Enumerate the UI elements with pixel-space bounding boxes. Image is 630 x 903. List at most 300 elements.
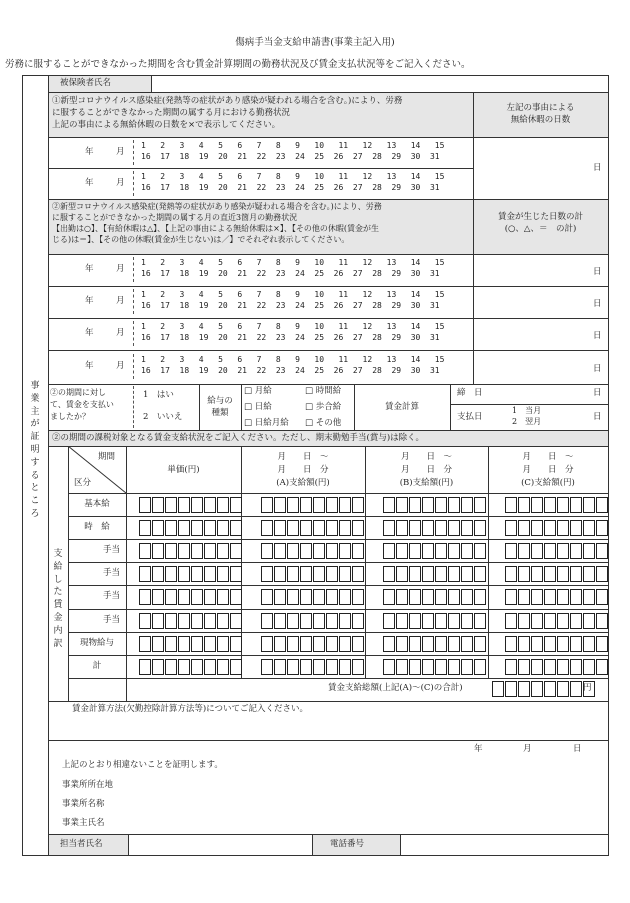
wage-type-monthly[interactable]: □ 月給	[244, 386, 272, 396]
digit-box[interactable]	[570, 589, 582, 605]
amount-a-boxes[interactable]	[261, 520, 364, 536]
digit-box[interactable]	[339, 636, 351, 652]
digit-box[interactable]	[518, 566, 530, 582]
digit-box[interactable]	[313, 497, 325, 513]
amount-b-boxes[interactable]	[383, 566, 486, 582]
digit-box[interactable]	[261, 589, 273, 605]
digit-box[interactable]	[326, 497, 338, 513]
digit-box[interactable]	[139, 543, 151, 559]
digit-box[interactable]	[461, 589, 473, 605]
digit-box[interactable]	[261, 659, 273, 675]
digit-box[interactable]	[352, 543, 364, 559]
digit-box[interactable]	[178, 520, 190, 536]
digit-box[interactable]	[230, 613, 242, 629]
digit-box[interactable]	[505, 566, 517, 582]
digit-box[interactable]	[448, 543, 460, 559]
digit-box[interactable]	[448, 659, 460, 675]
unit-price-boxes[interactable]	[139, 613, 242, 629]
digit-box[interactable]	[435, 613, 447, 629]
digit-box[interactable]	[217, 497, 229, 513]
digit-box[interactable]	[287, 659, 299, 675]
digit-box[interactable]	[326, 520, 338, 536]
digit-box[interactable]	[139, 659, 151, 675]
digit-box[interactable]	[570, 659, 582, 675]
digit-box[interactable]	[204, 566, 216, 582]
digit-box[interactable]	[165, 497, 177, 513]
digit-box[interactable]	[217, 520, 229, 536]
digit-box[interactable]	[139, 636, 151, 652]
digit-box[interactable]	[313, 589, 325, 605]
digit-box[interactable]	[217, 636, 229, 652]
digit-box[interactable]	[518, 497, 530, 513]
amount-c-boxes[interactable]	[505, 613, 608, 629]
wage-type-hourly[interactable]: □ 時間給	[305, 386, 342, 396]
digit-box[interactable]	[352, 636, 364, 652]
section2-month-row-2-days-1-15[interactable]: 1 2 3 4 5 6 7 8 9 10 11 12 13 14 15	[141, 290, 445, 299]
digit-box[interactable]	[557, 681, 569, 697]
digit-box[interactable]	[531, 659, 543, 675]
digit-box[interactable]	[191, 613, 203, 629]
digit-box[interactable]	[409, 613, 421, 629]
digit-box[interactable]	[191, 520, 203, 536]
section2-month-row-2-days-16-31[interactable]: 16 17 18 19 20 21 22 23 24 25 26 27 28 29 30 31	[141, 301, 440, 310]
digit-box[interactable]	[152, 520, 164, 536]
amount-b-boxes[interactable]	[383, 543, 486, 559]
digit-box[interactable]	[152, 497, 164, 513]
digit-box[interactable]	[300, 543, 312, 559]
digit-box[interactable]	[165, 543, 177, 559]
digit-box[interactable]	[396, 566, 408, 582]
digit-box[interactable]	[570, 636, 582, 652]
digit-box[interactable]	[505, 520, 517, 536]
digit-box[interactable]	[544, 613, 556, 629]
digit-box[interactable]	[230, 497, 242, 513]
digit-box[interactable]	[518, 589, 530, 605]
digit-box[interactable]	[557, 497, 569, 513]
digit-box[interactable]	[409, 566, 421, 582]
digit-box[interactable]	[352, 659, 364, 675]
amount-a-boxes[interactable]	[261, 659, 364, 675]
digit-box[interactable]	[274, 613, 286, 629]
digit-box[interactable]	[300, 520, 312, 536]
digit-box[interactable]	[217, 543, 229, 559]
digit-box[interactable]	[461, 613, 473, 629]
digit-box[interactable]	[422, 659, 434, 675]
digit-box[interactable]	[339, 589, 351, 605]
digit-box[interactable]	[505, 497, 517, 513]
digit-box[interactable]	[422, 589, 434, 605]
payday-current-month[interactable]: 1 当月	[512, 406, 542, 415]
digit-box[interactable]	[287, 566, 299, 582]
digit-box[interactable]	[583, 566, 595, 582]
digit-box[interactable]	[505, 681, 517, 697]
digit-box[interactable]	[287, 543, 299, 559]
digit-box[interactable]	[339, 613, 351, 629]
digit-box[interactable]	[531, 681, 543, 697]
digit-box[interactable]	[230, 659, 242, 675]
digit-box[interactable]	[596, 566, 608, 582]
digit-box[interactable]	[492, 681, 504, 697]
wage-type-daily[interactable]: □ 日給	[244, 402, 272, 412]
digit-box[interactable]	[383, 659, 395, 675]
digit-box[interactable]	[383, 543, 395, 559]
digit-box[interactable]	[178, 543, 190, 559]
digit-box[interactable]	[409, 659, 421, 675]
amount-c-boxes[interactable]	[505, 543, 608, 559]
digit-box[interactable]	[274, 659, 286, 675]
payday-next-month[interactable]: 2 翌月	[512, 417, 542, 426]
digit-box[interactable]	[287, 520, 299, 536]
section1-month-row-1-days-1-15[interactable]: 1 2 3 4 5 6 7 8 9 10 11 12 13 14 15	[141, 141, 445, 150]
digit-box[interactable]	[339, 543, 351, 559]
digit-box[interactable]	[139, 589, 151, 605]
digit-box[interactable]	[217, 659, 229, 675]
digit-box[interactable]	[544, 566, 556, 582]
digit-box[interactable]	[531, 636, 543, 652]
digit-box[interactable]	[287, 497, 299, 513]
amount-b-boxes[interactable]	[383, 659, 486, 675]
digit-box[interactable]	[474, 613, 486, 629]
digit-box[interactable]	[287, 613, 299, 629]
digit-box[interactable]	[544, 543, 556, 559]
digit-box[interactable]	[474, 497, 486, 513]
digit-box[interactable]	[152, 543, 164, 559]
digit-box[interactable]	[461, 659, 473, 675]
digit-box[interactable]	[165, 613, 177, 629]
digit-box[interactable]	[448, 566, 460, 582]
digit-box[interactable]	[204, 520, 216, 536]
section2-month-row-1-days-1-15[interactable]: 1 2 3 4 5 6 7 8 9 10 11 12 13 14 15	[141, 258, 445, 267]
digit-box[interactable]	[557, 613, 569, 629]
digit-box[interactable]	[274, 636, 286, 652]
digit-box[interactable]	[596, 613, 608, 629]
digit-box[interactable]	[422, 566, 434, 582]
amount-c-boxes[interactable]	[505, 589, 608, 605]
digit-box[interactable]	[204, 497, 216, 513]
digit-box[interactable]	[596, 636, 608, 652]
section1-month-row-2-days-16-31[interactable]: 16 17 18 19 20 21 22 23 24 25 26 27 28 29 30 31	[141, 183, 440, 192]
amount-b-boxes[interactable]	[383, 520, 486, 536]
digit-box[interactable]	[474, 636, 486, 652]
digit-box[interactable]	[178, 659, 190, 675]
digit-box[interactable]	[352, 497, 364, 513]
digit-box[interactable]	[505, 636, 517, 652]
digit-box[interactable]	[217, 613, 229, 629]
digit-box[interactable]	[152, 566, 164, 582]
digit-box[interactable]	[396, 636, 408, 652]
digit-box[interactable]	[435, 566, 447, 582]
digit-box[interactable]	[326, 589, 338, 605]
digit-box[interactable]	[518, 659, 530, 675]
digit-box[interactable]	[339, 566, 351, 582]
digit-box[interactable]	[326, 613, 338, 629]
digit-box[interactable]	[313, 520, 325, 536]
digit-box[interactable]	[474, 659, 486, 675]
digit-box[interactable]	[352, 566, 364, 582]
digit-box[interactable]	[191, 497, 203, 513]
digit-box[interactable]	[544, 497, 556, 513]
digit-box[interactable]	[505, 589, 517, 605]
digit-box[interactable]	[152, 636, 164, 652]
wage-type-other[interactable]: □ その他	[305, 418, 342, 428]
digit-box[interactable]	[165, 589, 177, 605]
digit-box[interactable]	[178, 589, 190, 605]
digit-box[interactable]	[300, 566, 312, 582]
digit-box[interactable]	[435, 520, 447, 536]
digit-box[interactable]	[230, 636, 242, 652]
unit-price-boxes[interactable]	[139, 636, 242, 652]
digit-box[interactable]	[409, 636, 421, 652]
digit-box[interactable]	[448, 589, 460, 605]
unit-price-boxes[interactable]	[139, 589, 242, 605]
digit-box[interactable]	[191, 636, 203, 652]
amount-c-boxes[interactable]	[505, 659, 608, 675]
digit-box[interactable]	[583, 543, 595, 559]
digit-box[interactable]	[570, 681, 582, 697]
digit-box[interactable]	[531, 497, 543, 513]
wage-type-daily-monthly[interactable]: □ 日給月給	[244, 418, 289, 428]
digit-box[interactable]	[313, 543, 325, 559]
digit-box[interactable]	[531, 520, 543, 536]
digit-box[interactable]	[531, 613, 543, 629]
digit-box[interactable]	[583, 497, 595, 513]
amount-a-boxes[interactable]	[261, 636, 364, 652]
digit-box[interactable]	[326, 566, 338, 582]
digit-box[interactable]	[383, 497, 395, 513]
amount-a-boxes[interactable]	[261, 613, 364, 629]
digit-box[interactable]	[178, 497, 190, 513]
digit-box[interactable]	[274, 497, 286, 513]
amount-a-boxes[interactable]	[261, 497, 364, 513]
amount-b-boxes[interactable]	[383, 497, 486, 513]
amount-a-boxes[interactable]	[261, 543, 364, 559]
digit-box[interactable]	[261, 497, 273, 513]
digit-box[interactable]	[204, 659, 216, 675]
digit-box[interactable]	[583, 613, 595, 629]
digit-box[interactable]	[583, 520, 595, 536]
digit-box[interactable]	[422, 497, 434, 513]
digit-box[interactable]	[326, 659, 338, 675]
digit-box[interactable]	[409, 543, 421, 559]
digit-box[interactable]	[139, 520, 151, 536]
digit-box[interactable]	[139, 497, 151, 513]
digit-box[interactable]	[396, 589, 408, 605]
pay-yes-option[interactable]: 1 はい	[143, 390, 174, 400]
digit-box[interactable]	[531, 543, 543, 559]
digit-box[interactable]	[448, 497, 460, 513]
digit-box[interactable]	[261, 520, 273, 536]
digit-box[interactable]	[383, 566, 395, 582]
digit-box[interactable]	[422, 636, 434, 652]
digit-box[interactable]	[461, 566, 473, 582]
section1-month-row-2-days-1-15[interactable]: 1 2 3 4 5 6 7 8 9 10 11 12 13 14 15	[141, 172, 445, 181]
digit-box[interactable]	[596, 520, 608, 536]
digit-box[interactable]	[339, 520, 351, 536]
digit-box[interactable]	[531, 589, 543, 605]
digit-box[interactable]	[287, 589, 299, 605]
section2-month-row-3-days-16-31[interactable]: 16 17 18 19 20 21 22 23 24 25 26 27 28 29 30 31	[141, 333, 440, 342]
digit-box[interactable]	[339, 497, 351, 513]
unit-price-boxes[interactable]	[139, 659, 242, 675]
digit-box[interactable]	[261, 543, 273, 559]
digit-box[interactable]	[313, 636, 325, 652]
digit-box[interactable]	[165, 566, 177, 582]
digit-box[interactable]	[583, 589, 595, 605]
digit-box[interactable]	[596, 659, 608, 675]
digit-box[interactable]	[570, 543, 582, 559]
digit-box[interactable]	[557, 520, 569, 536]
digit-box[interactable]	[518, 636, 530, 652]
digit-box[interactable]	[461, 543, 473, 559]
amount-a-boxes[interactable]	[261, 566, 364, 582]
digit-box[interactable]	[596, 497, 608, 513]
digit-box[interactable]	[204, 589, 216, 605]
digit-box[interactable]	[596, 589, 608, 605]
digit-box[interactable]	[461, 520, 473, 536]
digit-box[interactable]	[326, 636, 338, 652]
digit-box[interactable]	[152, 613, 164, 629]
digit-box[interactable]	[409, 589, 421, 605]
amount-a-boxes[interactable]	[261, 589, 364, 605]
digit-box[interactable]	[409, 497, 421, 513]
digit-box[interactable]	[274, 543, 286, 559]
digit-box[interactable]	[518, 613, 530, 629]
digit-box[interactable]	[518, 543, 530, 559]
digit-box[interactable]	[230, 520, 242, 536]
digit-box[interactable]	[313, 659, 325, 675]
digit-box[interactable]	[178, 636, 190, 652]
digit-box[interactable]	[261, 613, 273, 629]
digit-box[interactable]	[448, 613, 460, 629]
digit-box[interactable]	[396, 543, 408, 559]
digit-box[interactable]	[583, 659, 595, 675]
digit-box[interactable]	[287, 636, 299, 652]
digit-box[interactable]	[505, 613, 517, 629]
digit-box[interactable]	[396, 497, 408, 513]
section2-month-row-3-days-1-15[interactable]: 1 2 3 4 5 6 7 8 9 10 11 12 13 14 15	[141, 322, 445, 331]
digit-box[interactable]	[396, 613, 408, 629]
digit-box[interactable]	[570, 497, 582, 513]
digit-box[interactable]	[300, 589, 312, 605]
section2-month-row-1-days-16-31[interactable]: 16 17 18 19 20 21 22 23 24 25 26 27 28 29 30 31	[141, 269, 440, 278]
unit-price-boxes[interactable]	[139, 520, 242, 536]
digit-box[interactable]	[300, 497, 312, 513]
digit-box[interactable]	[474, 520, 486, 536]
digit-box[interactable]	[139, 566, 151, 582]
digit-box[interactable]	[396, 520, 408, 536]
digit-box[interactable]	[204, 613, 216, 629]
digit-box[interactable]	[139, 613, 151, 629]
digit-box[interactable]	[557, 589, 569, 605]
digit-box[interactable]	[204, 636, 216, 652]
digit-box[interactable]	[474, 566, 486, 582]
digit-box[interactable]	[261, 636, 273, 652]
section2-month-row-4-days-1-15[interactable]: 1 2 3 4 5 6 7 8 9 10 11 12 13 14 15	[141, 355, 445, 364]
digit-box[interactable]	[448, 636, 460, 652]
digit-box[interactable]	[204, 543, 216, 559]
amount-b-boxes[interactable]	[383, 636, 486, 652]
digit-box[interactable]	[352, 613, 364, 629]
digit-box[interactable]	[300, 613, 312, 629]
digit-box[interactable]	[505, 543, 517, 559]
digit-box[interactable]	[191, 566, 203, 582]
digit-box[interactable]	[570, 520, 582, 536]
digit-box[interactable]	[274, 566, 286, 582]
digit-box[interactable]	[544, 520, 556, 536]
unit-price-boxes[interactable]	[139, 497, 242, 513]
digit-box[interactable]	[339, 659, 351, 675]
digit-box[interactable]	[448, 520, 460, 536]
digit-box[interactable]	[583, 636, 595, 652]
digit-box[interactable]	[191, 543, 203, 559]
digit-box[interactable]	[518, 681, 530, 697]
digit-box[interactable]	[300, 659, 312, 675]
digit-box[interactable]	[422, 543, 434, 559]
digit-box[interactable]	[435, 589, 447, 605]
digit-box[interactable]	[313, 566, 325, 582]
unit-price-boxes[interactable]	[139, 566, 242, 582]
digit-box[interactable]	[383, 520, 395, 536]
section2-month-row-4-days-16-31[interactable]: 16 17 18 19 20 21 22 23 24 25 26 27 28 29 30 31	[141, 366, 440, 375]
amount-c-boxes[interactable]	[505, 497, 608, 513]
amount-c-boxes[interactable]	[505, 520, 608, 536]
digit-box[interactable]	[570, 566, 582, 582]
pay-no-option[interactable]: 2 いいえ	[143, 412, 183, 422]
digit-box[interactable]	[422, 613, 434, 629]
digit-box[interactable]	[274, 520, 286, 536]
digit-box[interactable]	[383, 589, 395, 605]
digit-box[interactable]	[300, 636, 312, 652]
amount-c-boxes[interactable]	[505, 566, 608, 582]
digit-box[interactable]	[557, 543, 569, 559]
digit-box[interactable]	[352, 589, 364, 605]
digit-box[interactable]	[518, 520, 530, 536]
digit-box[interactable]	[474, 589, 486, 605]
digit-box[interactable]	[544, 681, 556, 697]
digit-box[interactable]	[505, 659, 517, 675]
digit-box[interactable]	[409, 520, 421, 536]
amount-b-boxes[interactable]	[383, 589, 486, 605]
digit-box[interactable]	[435, 543, 447, 559]
digit-box[interactable]	[217, 589, 229, 605]
digit-box[interactable]	[435, 636, 447, 652]
digit-box[interactable]	[461, 636, 473, 652]
total-wage-digit-boxes[interactable]	[492, 681, 595, 697]
digit-box[interactable]	[191, 659, 203, 675]
digit-box[interactable]	[352, 520, 364, 536]
digit-box[interactable]	[596, 543, 608, 559]
digit-box[interactable]	[557, 659, 569, 675]
digit-box[interactable]	[152, 659, 164, 675]
digit-box[interactable]	[557, 566, 569, 582]
digit-box[interactable]	[261, 566, 273, 582]
wage-type-commission[interactable]: □ 歩合給	[305, 402, 342, 412]
digit-box[interactable]	[165, 659, 177, 675]
unit-price-boxes[interactable]	[139, 543, 242, 559]
digit-box[interactable]	[165, 520, 177, 536]
digit-box[interactable]	[230, 589, 242, 605]
digit-box[interactable]	[230, 543, 242, 559]
digit-box[interactable]	[165, 636, 177, 652]
digit-box[interactable]	[435, 497, 447, 513]
digit-box[interactable]	[557, 636, 569, 652]
digit-box[interactable]	[313, 613, 325, 629]
digit-box[interactable]	[191, 589, 203, 605]
digit-box[interactable]	[230, 566, 242, 582]
digit-box[interactable]	[396, 659, 408, 675]
section1-month-row-1-days-16-31[interactable]: 16 17 18 19 20 21 22 23 24 25 26 27 28 29 30 31	[141, 152, 440, 161]
digit-box[interactable]	[544, 636, 556, 652]
